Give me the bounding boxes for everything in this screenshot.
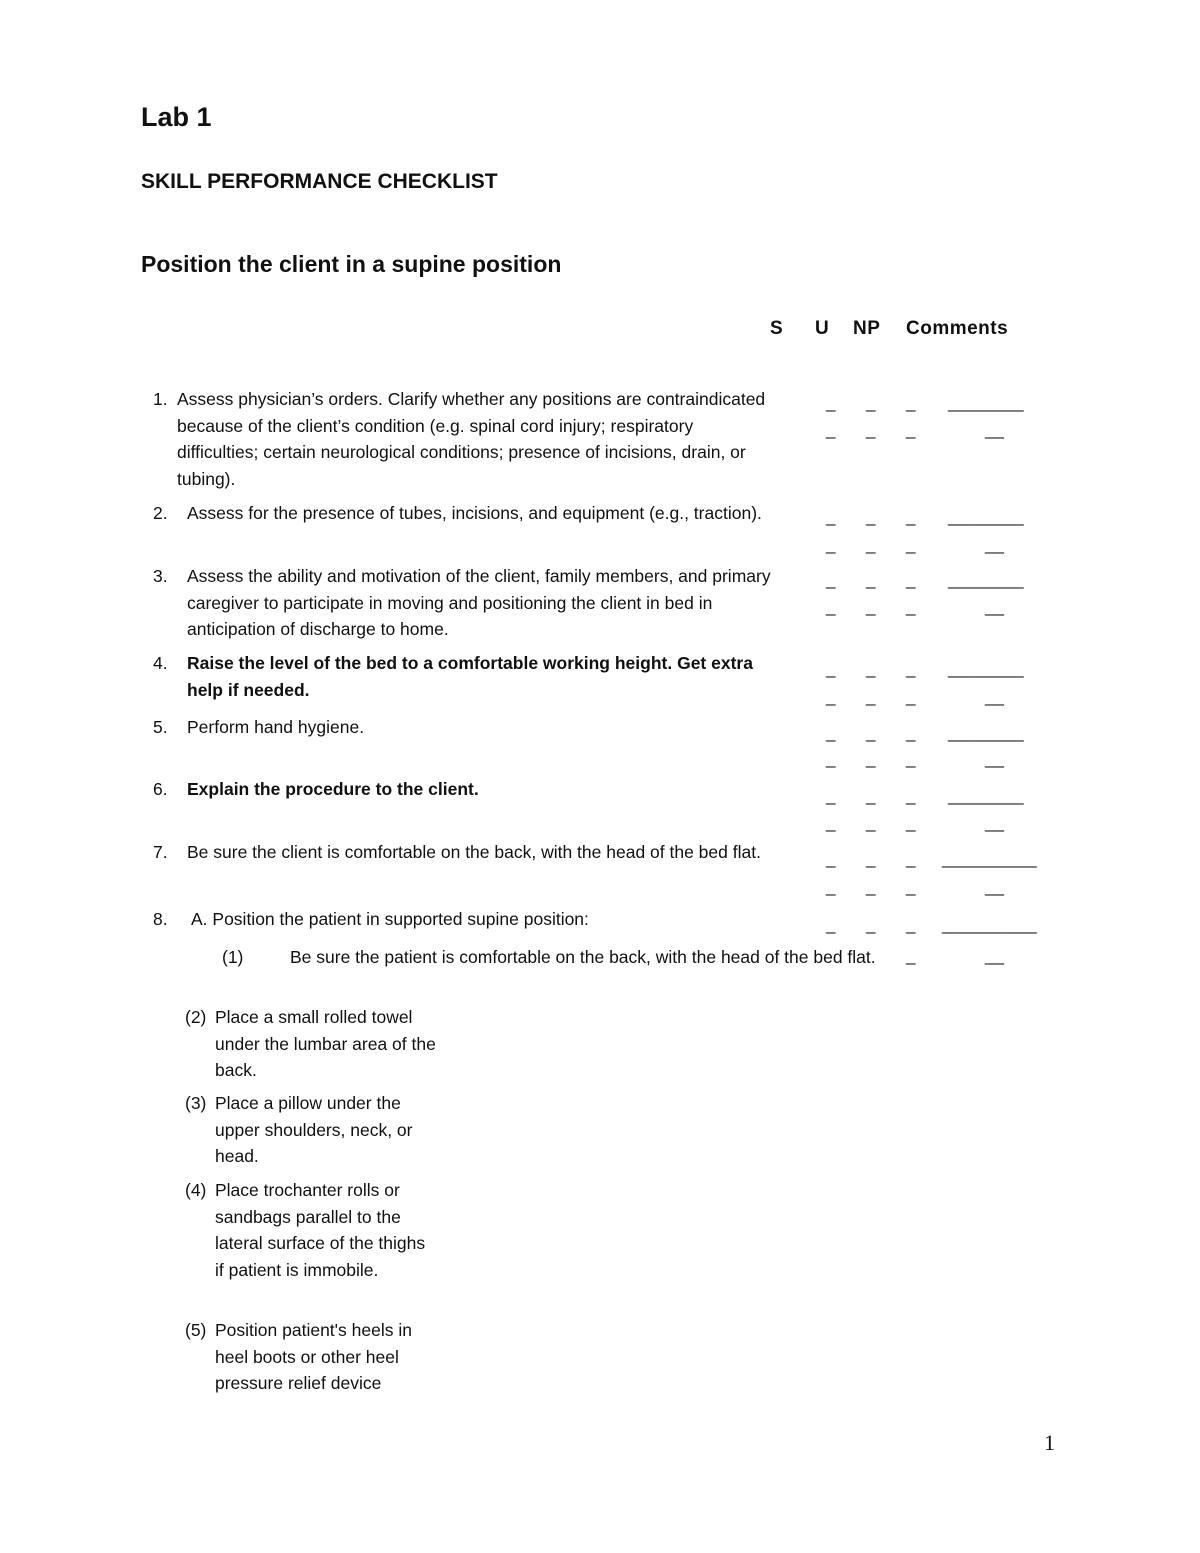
s-blank[interactable]: _ [826,535,836,554]
substep-number: (3) [185,1093,207,1113]
step-number: 2. [153,503,168,523]
np-blank[interactable]: _ [906,723,916,742]
s-blank[interactable]: _ [826,849,836,868]
np-blank[interactable]: _ [906,915,916,934]
np-blank[interactable]: _ [906,659,916,678]
comments-line[interactable]: __ [985,749,1004,768]
comments-line[interactable]: __ [985,813,1004,832]
u-blank[interactable]: _ [866,723,876,742]
step-number: 3. [153,566,168,586]
step-number: 8. [153,909,168,929]
col-header-np: NP [853,318,881,339]
step-number: 5. [153,717,168,737]
np-blank[interactable]: _ [906,786,916,805]
u-blank[interactable]: _ [866,420,876,439]
u-blank[interactable]: _ [866,659,876,678]
s-blank[interactable]: _ [826,507,836,526]
np-blank[interactable]: _ [906,813,916,832]
comments-line[interactable]: ________ [948,393,1024,412]
u-blank[interactable]: _ [866,393,876,412]
np-blank[interactable]: _ [906,570,916,589]
np-blank[interactable]: _ [906,877,916,896]
col-header-comments: Comments [906,318,1009,339]
s-blank[interactable]: _ [826,877,836,896]
step-number: 4. [153,653,168,673]
step-text: Be sure the client is comfortable on the back, with the head of the bed flat. [187,842,761,862]
step-text: Explain the procedure to the client. [187,779,479,799]
np-blank[interactable]: _ [906,597,916,616]
u-blank[interactable]: _ [866,749,876,768]
comments-line[interactable]: ________ [948,786,1024,805]
np-blank[interactable]: _ [906,535,916,554]
lab-title: Lab 1 [141,102,212,132]
s-blank[interactable]: _ [826,393,836,412]
s-blank[interactable]: _ [826,420,836,439]
comments-line[interactable]: __ [985,946,1004,965]
comments-line[interactable]: __________ [942,915,1037,934]
step-text: Raise the level of the bed to a comfortable working height. Get extra help if needed. [187,653,753,700]
np-blank[interactable]: _ [906,749,916,768]
comments-line[interactable]: __ [985,877,1004,896]
np-blank[interactable]: _ [906,946,916,965]
step-text: A. Position the patient in supported supine position: [191,909,589,929]
substep-text: Position patient's heels in heel boots or other heel pressure relief device [215,1320,412,1393]
s-blank[interactable]: _ [826,749,836,768]
u-blank[interactable]: _ [866,597,876,616]
np-blank[interactable]: _ [906,420,916,439]
comments-line[interactable]: __ [985,687,1004,706]
substep-text: Be sure the patient is comfortable on the back, with the head of the bed flat. [290,947,876,967]
comments-line[interactable]: ________ [948,659,1024,678]
comments-line[interactable]: ________ [948,507,1024,526]
u-blank[interactable]: _ [866,687,876,706]
s-blank[interactable]: _ [826,687,836,706]
step-text: Assess physician’s orders. Clarify whether any positions are contraindicated because of the client’s condition (e.g. spinal cord injury; respiratory difficulties; certain neurological conditions; presence of incisions, drain, or tubing). [177,389,766,489]
step-text: Assess the ability and motivation of the client, family members, and primary caregiver to participate in moving and positioning the client in bed in anticipation of discharge to home. [187,566,771,639]
skill-title: Position the client in a supine position [141,251,562,277]
s-blank[interactable]: _ [826,723,836,742]
substep-number: (5) [185,1320,207,1340]
u-blank[interactable]: _ [866,813,876,832]
s-blank[interactable]: _ [826,570,836,589]
checklist-title: SKILL PERFORMANCE CHECKLIST [141,170,498,193]
comments-line[interactable]: __ [985,535,1004,554]
step-number: 1. [153,389,168,409]
comments-line[interactable]: ________ [948,570,1024,589]
substep-number: (4) [185,1180,207,1200]
page-number: 1 [1044,1430,1055,1455]
substep-text: Place a small rolled towel under the lumbar area of the back. [215,1007,436,1080]
step-text: Assess for the presence of tubes, incisions, and equipment (e.g., traction). [187,503,762,523]
u-blank[interactable]: _ [866,786,876,805]
s-blank[interactable]: _ [826,786,836,805]
s-blank[interactable]: _ [826,813,836,832]
s-blank[interactable]: _ [826,915,836,934]
u-blank[interactable]: _ [866,877,876,896]
s-blank[interactable]: _ [826,659,836,678]
np-blank[interactable]: _ [906,507,916,526]
substep-number: (1) [222,947,244,967]
substep-text: Place a pillow under the upper shoulders, neck, or head. [215,1093,413,1166]
comments-line[interactable]: __ [985,420,1004,439]
comments-line[interactable]: __ [985,597,1004,616]
step-number: 6. [153,779,168,799]
col-header-u: U [815,318,830,339]
u-blank[interactable]: _ [866,570,876,589]
step-number: 7. [153,842,168,862]
u-blank[interactable]: _ [866,535,876,554]
step-text: Perform hand hygiene. [187,717,365,737]
np-blank[interactable]: _ [906,687,916,706]
comments-line[interactable]: __________ [942,849,1037,868]
col-header-s: S [770,318,784,339]
np-blank[interactable]: _ [906,393,916,412]
u-blank[interactable]: _ [866,507,876,526]
u-blank[interactable]: _ [866,849,876,868]
s-blank[interactable]: _ [826,597,836,616]
substep-number: (2) [185,1007,207,1027]
substep-text: Place trochanter rolls or sandbags parallel to the lateral surface of the thighs if patient is immobile. [215,1180,426,1280]
comments-line[interactable]: ________ [948,723,1024,742]
u-blank[interactable]: _ [866,915,876,934]
np-blank[interactable]: _ [906,849,916,868]
